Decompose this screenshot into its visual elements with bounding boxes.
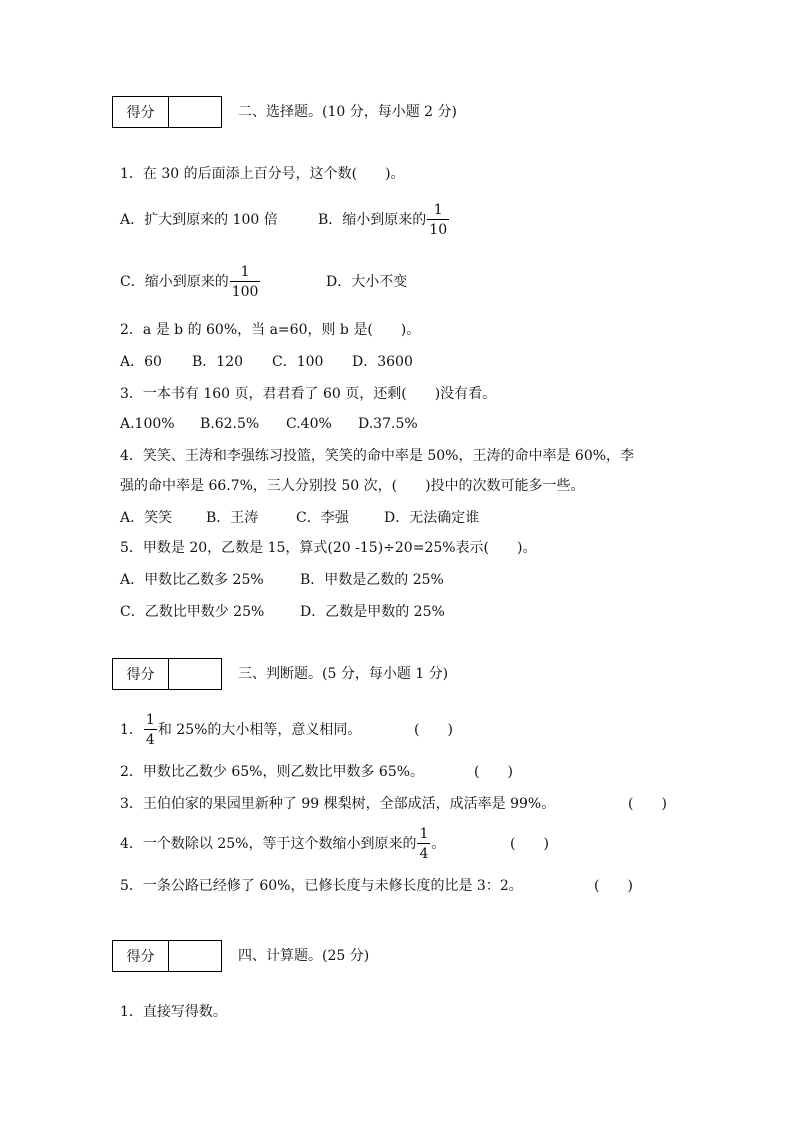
option-d: D．3600 — [352, 354, 413, 370]
fraction-numerator: 1 — [230, 265, 261, 282]
option-c-text: C．缩小到原来的 — [120, 274, 229, 290]
option-c: C．100 — [272, 354, 324, 370]
option-b: B．王涛 — [206, 510, 259, 526]
fraction-numerator: 1 — [145, 712, 155, 728]
option-a: A．扩大到原来的 100 倍 — [120, 212, 278, 228]
question-stem-continued: 强的命中率是 66.7%，三人分别投 50 次，( )投中的次数可能多一些。 — [120, 478, 585, 494]
option-a: A．笑笑 — [120, 510, 173, 526]
answer-paren[interactable]: ( ) — [594, 878, 633, 894]
option-d: D．大小不变 — [326, 274, 408, 290]
answer-paren[interactable]: ( ) — [510, 836, 549, 852]
judge-question: 2．甲数比乙数少 65%，则乙数比甲数多 65%。 — [120, 764, 425, 780]
score-box — [112, 940, 222, 972]
option-a: A.100% — [120, 416, 175, 432]
question-text: 和 25%的大小相等，意义相同。 — [157, 722, 362, 738]
answer-paren[interactable]: ( ) — [628, 796, 667, 812]
question-text-end: 。 — [431, 836, 446, 852]
fraction-denominator: 4 — [145, 732, 155, 748]
option-b — [318, 202, 450, 238]
judge-question: 3．王伯伯家的果园里新种了 99 棵梨树，全部成活，成活率是 99%。 — [120, 796, 556, 812]
judge-question — [120, 826, 445, 862]
calc-question: 1．直接写得数。 — [120, 1004, 227, 1020]
option-b-text: B．缩小到原来的 — [318, 212, 427, 228]
answer-paren[interactable]: ( ) — [474, 764, 513, 780]
judge-question: 5．一条公路已经修了 60%，已修长度与未修长度的比是 3：2。 — [120, 878, 523, 894]
fraction-denominator: 100 — [231, 284, 259, 300]
question-number: 1． — [120, 722, 143, 738]
score-label: 得分 — [113, 659, 169, 689]
answer-paren[interactable]: ( ) — [414, 722, 453, 738]
fraction-denominator: 4 — [419, 846, 429, 862]
section-heading-choice: 二、选择题。(10 分，每小题 2 分) — [238, 104, 457, 120]
option-c: C．李强 — [296, 510, 349, 526]
score-blank — [169, 941, 221, 971]
question-text: 4．一个数除以 25%，等于这个数缩小到原来的 — [120, 836, 417, 852]
fraction — [230, 265, 261, 299]
score-blank — [169, 97, 221, 127]
option-c — [120, 264, 261, 300]
option-d: D.37.5% — [358, 416, 418, 432]
question-stem: 2．a 是 b 的 60%，当 a=60，则 b 是( )。 — [120, 322, 421, 338]
option-a: A．甲数比乙数多 25% — [120, 572, 264, 588]
section-heading-calc: 四、计算题。(25 分) — [238, 948, 370, 964]
option-d: D．乙数是甲数的 25% — [300, 604, 445, 620]
option-b: B．120 — [192, 354, 244, 370]
fraction — [144, 713, 157, 747]
score-box — [112, 96, 222, 128]
score-label: 得分 — [113, 97, 169, 127]
fraction-numerator: 1 — [419, 826, 429, 842]
option-d: D．无法确定谁 — [384, 510, 480, 526]
question-stem: 3．一本书有 160 页，君君看了 60 页，还剩( )没有看。 — [120, 386, 497, 402]
option-b: B．甲数是乙数的 25% — [300, 572, 444, 588]
option-c: C.40% — [286, 416, 332, 432]
option-b: B.62.5% — [200, 416, 260, 432]
score-box — [112, 658, 222, 690]
fraction — [417, 827, 430, 861]
question-stem: 5．甲数是 20，乙数是 15，算式(20 -15)÷20=25%表示( )。 — [120, 540, 537, 556]
section-heading-judge: 三、判断题。(5 分，每小题 1 分) — [238, 666, 449, 682]
score-blank — [169, 659, 221, 689]
judge-question — [120, 712, 361, 748]
score-label: 得分 — [113, 941, 169, 971]
question-stem: 4．笑笑、王涛和李强练习投篮，笑笑的命中率是 50%，王涛的命中率是 60%，李 — [120, 448, 635, 464]
question-stem: 1．在 30 的后面添上百分号，这个数( )。 — [120, 166, 405, 182]
option-c: C．乙数比甲数少 25% — [120, 604, 265, 620]
fraction-denominator: 10 — [429, 222, 448, 238]
fraction — [427, 203, 449, 237]
option-a: A．60 — [120, 354, 162, 370]
fraction-numerator: 1 — [427, 203, 449, 220]
